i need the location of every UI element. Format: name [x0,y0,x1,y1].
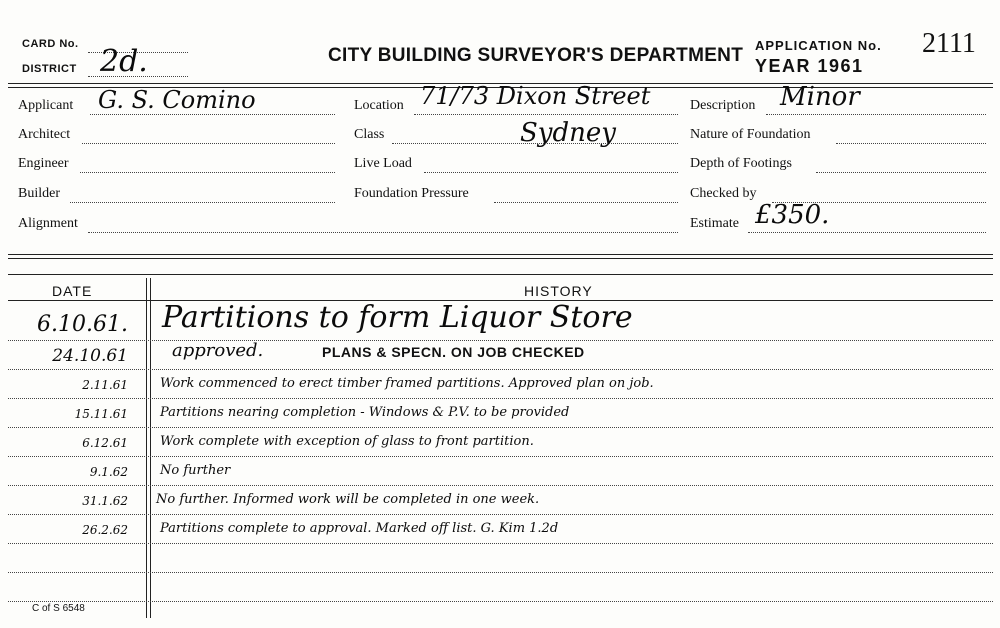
description-line [766,114,986,115]
alignment-line [88,232,678,233]
alignment-label: Alignment [18,216,78,231]
date-column-divider [146,278,147,618]
history-date: 31.1.62 [82,494,128,508]
date-header: DATE [52,283,93,299]
department-title: CITY BUILDING SURVEYOR'S DEPARTMENT [328,45,744,66]
estimate-label: Estimate [690,216,739,231]
foundation-pressure-line [494,202,678,203]
row-line [8,398,993,399]
row-line [8,514,993,515]
history-date: 15.11.61 [74,407,128,421]
applicant-value: G. S. Comino [98,86,256,114]
nature-line [836,143,986,144]
row-line [8,485,993,486]
estimate-value: £350. [755,200,830,230]
year-label: YEAR 1961 [755,56,864,76]
history-text: Partitions nearing completion - Windows & P.V. to be provided [160,405,570,420]
applicant-line [90,114,335,115]
depth-line [816,172,986,173]
engineer-line [80,172,335,173]
builder-line [70,202,335,203]
application-no-label: APPLICATION No. [755,38,882,53]
history-text: No further [160,463,231,478]
applicant-label: Applicant [18,98,74,113]
history-date: 24.10.61 [52,346,128,366]
row-line [8,572,993,573]
history-header: HISTORY [524,283,593,299]
estimate-line [748,232,986,233]
architect-line [82,143,335,144]
history-rule-1 [8,254,993,255]
engineer-label: Engineer [18,156,69,171]
history-rule-3 [8,274,993,275]
row-line [8,340,993,341]
depth-of-footings-label: Depth of Footings [690,156,792,171]
description-value: Minor [780,82,860,112]
location-value-2: Sydney [520,118,616,148]
history-date: 9.1.62 [89,465,128,479]
form-code: C of S 6548 [32,603,85,614]
history-text: Partitions complete to approval. Marked off list. G. Kim 1.2d [160,521,559,536]
location-value: 71/73 Dixon Street [420,82,651,110]
history-text: approved. [172,340,264,361]
row-line [8,427,993,428]
district-label: DISTRICT [22,63,77,75]
checked-by-label: Checked by [690,186,757,201]
history-date: 6.10.61. [37,312,128,337]
history-text: No further. Informed work will be completed in one week. [156,492,540,507]
district-value: 2d. [100,44,148,79]
history-text: Work complete with exception of glass to front partition. [160,434,534,449]
history-rule-2 [8,258,993,259]
history-text: Partitions to form Liquor Store [162,300,633,335]
location-line [414,114,678,115]
foundation-pressure-label: Foundation Pressure [354,186,469,201]
live-load-line [424,172,678,173]
row-line [8,369,993,370]
history-text: Work commenced to erect timber framed partitions. Approved plan on job. [160,376,654,391]
live-load-label: Live Load [354,156,412,171]
card-no-label: CARD No. [22,38,79,50]
application-no-value: 2111 [922,28,976,59]
row-line [8,601,993,602]
history-date: 6.12.61 [82,436,128,450]
class-label: Class [354,127,385,142]
date-column-divider-2 [150,278,151,618]
builder-label: Builder [18,186,60,201]
history-date: 2.11.61 [82,378,128,392]
history-date: 26.2.62 [82,523,128,537]
location-label: Location [354,98,404,113]
row-line [8,456,993,457]
architect-label: Architect [18,127,71,142]
row-line [8,543,993,544]
checked-stamp: PLANS & SPECN. ON JOB CHECKED [322,344,585,360]
class-line [392,143,678,144]
description-label: Description [690,98,756,113]
nature-of-foundation-label: Nature of Foundation [690,127,811,142]
